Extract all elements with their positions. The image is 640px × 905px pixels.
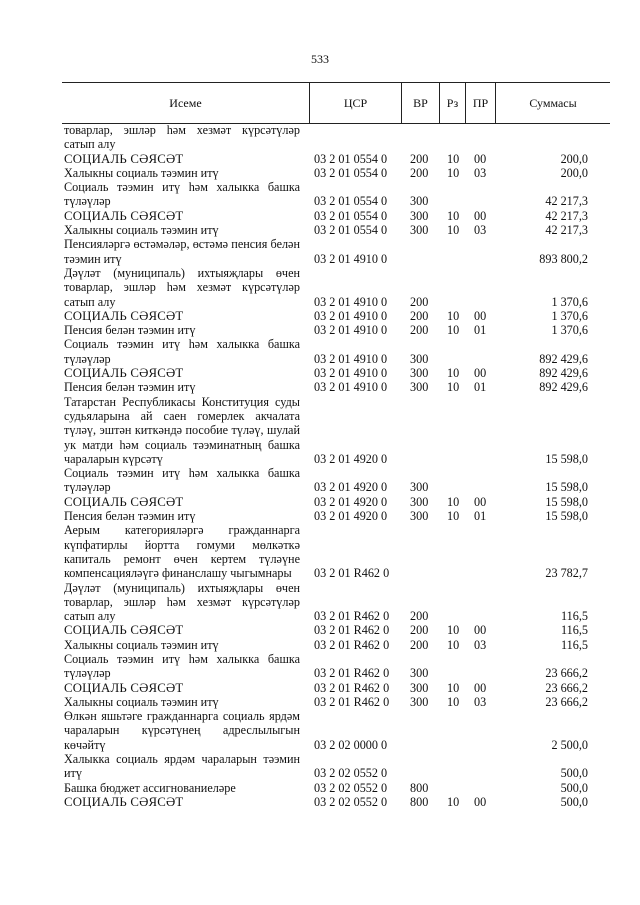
row-sum: 116,5	[561, 623, 588, 638]
table-row	[62, 581, 610, 624]
row-csr: 03 2 01 4910 0	[314, 351, 388, 366]
row-sum: 892 429,6	[539, 351, 588, 366]
table-row	[62, 237, 610, 266]
row-csr: 03 2 01 4920 0	[314, 451, 388, 466]
row-vr: 300	[410, 509, 429, 524]
header-csr: ЦСР	[310, 83, 402, 123]
row-vr: 300	[410, 223, 429, 238]
row-name: СОЦИАЛЬ СӘЯСӘТ	[64, 494, 184, 509]
row-pr: 01	[474, 323, 487, 338]
row-csr: 03 2 01 R462 0	[314, 694, 390, 709]
row-csr: 03 2 02 0552 0	[314, 766, 388, 781]
row-sum: 23 666,2	[545, 666, 588, 681]
row-csr: 03 2 01 4920 0	[314, 509, 388, 524]
row-sum: 892 429,6	[539, 366, 588, 381]
row-vr: 300	[410, 480, 429, 495]
header-sum: Суммасы	[529, 96, 577, 110]
header-name: Исеме	[62, 83, 310, 123]
header-vr: ВР	[402, 83, 440, 123]
row-sum: 42 217,3	[545, 208, 588, 223]
row-sum: 15 598,0	[545, 451, 588, 466]
table-row	[62, 123, 610, 152]
row-name: Пенсия белән тәэмин итү	[64, 380, 196, 395]
row-csr: 03 2 01 4910 0	[314, 380, 388, 395]
row-name: Пенсияләргә өстәмәләр, өстәмә пенсия белән тәэмин итү	[64, 237, 300, 266]
row-rz: 10	[447, 680, 460, 695]
row-csr: 03 2 01 4910 0	[314, 308, 388, 323]
table-row	[62, 223, 610, 237]
row-vr: 300	[410, 380, 429, 395]
row-csr: 03 2 01 R462 0	[314, 609, 390, 624]
row-name: СОЦИАЛЬ СӘЯСӘТ	[64, 208, 184, 223]
row-rz: 10	[447, 637, 460, 652]
row-csr: 03 2 01 4920 0	[314, 480, 388, 495]
table-row	[62, 366, 610, 380]
row-sum: 23 666,2	[545, 694, 588, 709]
row-sum: 23 782,7	[545, 566, 588, 581]
row-csr: 03 2 01 0554 0	[314, 151, 388, 166]
row-pr: 00	[474, 308, 487, 323]
row-sum: 42 217,3	[545, 194, 588, 209]
row-sum: 42 217,3	[545, 223, 588, 238]
row-pr: 01	[474, 380, 487, 395]
row-pr: 00	[474, 208, 487, 223]
row-name: Дәүләт (муниципаль) ихтыяҗлары өчен товарлар, эшләр һәм хезмәт күрсәтүләр сатып алу	[64, 580, 300, 624]
row-name: Социаль тәэмин итү һәм халыкка башка түләүләр	[64, 651, 300, 681]
table-row	[62, 152, 610, 166]
row-rz: 10	[447, 366, 460, 381]
row-csr: 03 2 01 4910 0	[314, 366, 388, 381]
table-row	[62, 695, 610, 709]
row-name: Аерым категорияләргә гражданнарга күпфатирлы йортта гомуми мөлкәткә капиталь ремонт өчен кертем түләүне компенсацияләүгә финанслашу чыгымнары	[64, 523, 300, 581]
table-row	[62, 652, 610, 681]
row-pr: 01	[474, 509, 487, 524]
row-vr: 300	[410, 666, 429, 681]
row-sum: 2 500,0	[551, 737, 588, 752]
row-pr: 00	[474, 494, 487, 509]
row-vr: 200	[410, 609, 429, 624]
row-sum: 116,5	[561, 637, 588, 652]
row-name: Халыкны социаль тәэмин итү	[64, 165, 219, 180]
row-name: СОЦИАЛЬ СӘЯСӘТ	[64, 151, 184, 166]
page-number: 533	[311, 52, 329, 66]
row-vr: 300	[410, 208, 429, 223]
row-csr: 03 2 02 0000 0	[314, 737, 388, 752]
table-row	[62, 495, 610, 509]
row-name: Социаль тәэмин итү һәм халыкка башка түләүләр	[64, 180, 300, 209]
table-row	[62, 638, 610, 652]
row-vr: 200	[410, 623, 429, 638]
table-row	[62, 323, 610, 337]
row-pr: 00	[474, 366, 487, 381]
table-body	[62, 123, 610, 809]
table-row	[62, 309, 610, 323]
row-vr: 300	[410, 494, 429, 509]
row-rz: 10	[447, 694, 460, 709]
row-pr: 03	[474, 165, 487, 180]
row-name: Дәүләт (муниципаль) ихтыяҗлары өчен товарлар, эшләр һәм хезмәт күрсәтүләр сатып алу	[64, 265, 300, 309]
row-name: Пенсия белән тәэмин итү	[64, 509, 196, 524]
row-rz: 10	[447, 494, 460, 509]
row-pr: 00	[474, 680, 487, 695]
row-sum: 200,0	[560, 165, 588, 180]
row-sum: 500,0	[560, 780, 588, 795]
row-name: СОЦИАЛЬ СӘЯСӘТ	[64, 308, 184, 323]
row-csr: 03 2 01 R462 0	[314, 566, 390, 581]
row-sum: 23 666,2	[545, 680, 588, 695]
row-name: СОЦИАЛЬ СӘЯСӘТ	[64, 794, 184, 809]
row-name: СОЦИАЛЬ СӘЯСӘТ	[64, 680, 184, 695]
table-row	[62, 509, 610, 523]
table-row	[62, 795, 610, 809]
row-rz: 10	[447, 151, 460, 166]
row-rz: 10	[447, 794, 460, 809]
row-csr: 03 2 01 R462 0	[314, 623, 390, 638]
row-pr: 03	[474, 637, 487, 652]
row-rz: 10	[447, 308, 460, 323]
row-vr: 200	[410, 637, 429, 652]
table-row	[62, 209, 610, 223]
row-rz: 10	[447, 165, 460, 180]
row-csr: 03 2 01 R462 0	[314, 680, 390, 695]
row-rz: 10	[447, 380, 460, 395]
row-vr: 300	[410, 351, 429, 366]
row-vr: 800	[410, 780, 429, 795]
row-pr: 00	[474, 794, 487, 809]
row-sum: 500,0	[560, 766, 588, 781]
table-row	[62, 337, 610, 366]
row-name: Өлкән яшьтәге гражданнарга социаль ярдәм чараларын күрсәтүнең адреслылыгын көчәйтү	[64, 709, 300, 752]
row-csr: 03 2 02 0552 0	[314, 794, 388, 809]
row-rz: 10	[447, 623, 460, 638]
row-pr: 03	[474, 694, 487, 709]
table-row	[62, 166, 610, 180]
row-name: СОЦИАЛЬ СӘЯСӘТ	[64, 623, 184, 638]
row-name: Социаль тәэмин итү һәм халыкка башка түләүләр	[64, 337, 300, 366]
row-sum: 893 800,2	[539, 251, 588, 266]
row-name: товарлар, эшләр һәм хезмәт күрсәтүләр сатып алу	[64, 123, 300, 152]
row-csr: 03 2 01 4910 0	[314, 294, 388, 309]
row-rz: 10	[447, 323, 460, 338]
table-row	[62, 781, 610, 795]
row-rz: 10	[447, 509, 460, 524]
row-vr: 200	[410, 308, 429, 323]
row-csr: 03 2 01 0554 0	[314, 223, 388, 238]
row-sum: 15 598,0	[545, 509, 588, 524]
row-csr: 03 2 01 4910 0	[314, 251, 388, 266]
row-sum: 500,0	[560, 794, 588, 809]
row-csr: 03 2 01 0554 0	[314, 194, 388, 209]
row-sum: 116,5	[561, 609, 588, 624]
row-pr: 00	[474, 151, 487, 166]
row-name: Халыкны социаль тәэмин итү	[64, 637, 219, 652]
row-sum: 1 370,6	[551, 308, 588, 323]
row-rz: 10	[447, 223, 460, 238]
row-sum: 200,0	[560, 151, 588, 166]
row-csr: 03 2 01 0554 0	[314, 208, 388, 223]
row-sum: 892 429,6	[539, 380, 588, 395]
row-csr: 03 2 01 R462 0	[314, 666, 390, 681]
table-row	[62, 266, 610, 309]
row-name: СОЦИАЛЬ СӘЯСӘТ	[64, 366, 184, 381]
table-row	[62, 395, 610, 466]
row-rz: 10	[447, 208, 460, 223]
table-row	[62, 180, 610, 209]
row-name: Социаль тәэмин итү һәм халыкка башка түләүләр	[64, 466, 300, 495]
row-vr: 300	[410, 694, 429, 709]
row-name: Халыкны социаль тәэмин итү	[64, 223, 219, 238]
table-row	[62, 752, 610, 781]
row-sum: 15 598,0	[545, 494, 588, 509]
row-vr: 300	[410, 680, 429, 695]
row-vr: 200	[410, 151, 429, 166]
table-row	[62, 466, 610, 495]
row-vr: 300	[410, 366, 429, 381]
table-row	[62, 523, 610, 580]
row-csr: 03 2 01 0554 0	[314, 165, 388, 180]
row-name: Башка бюджет ассигнованиеләре	[64, 780, 236, 795]
row-csr: 03 2 01 4920 0	[314, 494, 388, 509]
row-vr: 200	[410, 294, 429, 309]
table-row	[62, 681, 610, 695]
header-pr: ПР	[466, 83, 496, 123]
row-pr: 00	[474, 623, 487, 638]
row-vr: 300	[410, 194, 429, 209]
row-sum: 1 370,6	[551, 323, 588, 338]
row-pr: 03	[474, 223, 487, 238]
table-row	[62, 380, 610, 394]
row-vr: 200	[410, 165, 429, 180]
row-sum: 1 370,6	[551, 294, 588, 309]
row-csr: 03 2 01 4910 0	[314, 323, 388, 338]
row-vr: 200	[410, 323, 429, 338]
row-csr: 03 2 01 R462 0	[314, 637, 390, 652]
row-vr: 800	[410, 794, 429, 809]
table-row	[62, 623, 610, 637]
row-csr: 03 2 02 0552 0	[314, 780, 388, 795]
row-name: Халыкка социаль ярдәм чараларын тәэмин итү	[64, 752, 300, 781]
row-name: Халыкны социаль тәэмин итү	[64, 694, 219, 709]
table-row	[62, 709, 610, 752]
row-name: Пенсия белән тәэмин итү	[64, 323, 196, 338]
header-rz: Рз	[440, 83, 466, 123]
table-header	[62, 82, 610, 124]
row-sum: 15 598,0	[545, 480, 588, 495]
row-name: Татарстан Республикасы Конституция суды судьяларына ай саен гомерлек акчалата түләү, эштән киткәндә пособие түләү, шулай ук матди һәм социаль тәэминатның башка чараларын күрсәтү	[64, 394, 300, 466]
